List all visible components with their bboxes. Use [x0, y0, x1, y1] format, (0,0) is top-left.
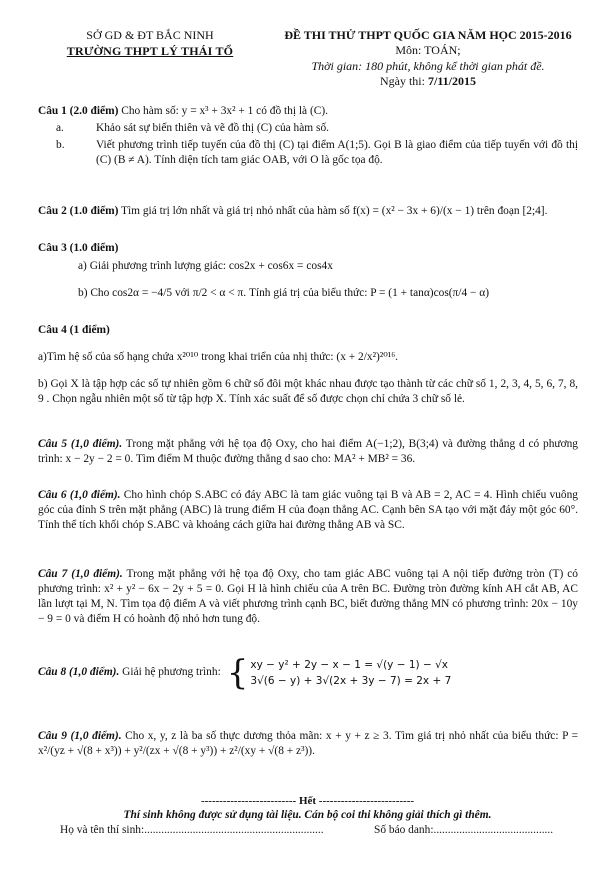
question-1: [38, 104, 578, 168]
question-1-stem: [38, 104, 578, 119]
exam-date: [268, 74, 588, 89]
system-equation-2: 3√(6 − y) + 3√(2x + 3y − 7) = 2x + 7: [250, 675, 452, 687]
question-3-part-a: a) Giải phương trình lượng giác: cos2x + cos6x = cos4x: [78, 260, 333, 273]
question-3-label: Câu 3 (1.0 điểm): [38, 242, 119, 254]
duration: Thời gian: 180 phút, không kể thời gian phát đề.: [311, 58, 545, 73]
question-1-label: Câu 1 (2.0 điểm): [38, 105, 119, 117]
question-2-label: Câu 2 (1.0 điểm): [38, 205, 119, 217]
question-6-text: Cho hình chóp S.ABC có đáy ABC là tam giác vuông tại B và AB = 2, AC = 4. Hình chiếu vuông góc của đỉnh S trên mặt phẳng (ABC) là trung điểm H của đoạn thẳng AC. Cạnh bên SA tạo với mặt đáy một góc 60°. Tính thể tích khối chóp S.ABC và khoảng cách giữa hai đường thẳng AB và SC.: [38, 489, 578, 532]
question-8-text: Giải hệ phương trình:: [119, 666, 221, 679]
equation-system: [226, 653, 452, 693]
school-name: TRƯỜNG THPT LÝ THÁI TỔ: [66, 43, 234, 58]
question-1-a-label: a.: [56, 122, 64, 135]
question-9-text: Cho x, y, z là ba số thực dương thỏa mãn: x + y + z ≥ 3. Tìm giá trị nhỏ nhất của biểu thức: P = x²/(yz + √(8 + x³)) + y²/(zx + √(8 + y³)) + z²/(xy + √(8 + z³)).: [38, 730, 578, 758]
question-5: [38, 437, 578, 467]
header-right: [268, 28, 588, 89]
question-5-text: Trong mặt phẳng với hệ tọa độ Oxy, cho hai điểm A(−1;2), B(3;4) và đường thẳng d có phương trình: x − 2y − 2 = 0. Tìm điểm M thuộc đường thẳng d sao cho: MA² + MB² = 36.: [38, 438, 578, 466]
question-9-label: Câu 9 (1,0 điểm).: [38, 730, 122, 742]
question-2-text: Tìm giá trị lớn nhất và giá trị nhỏ nhất của hàm số f(x) = (x² − 3x + 6)/(x − 1) trên đoạn [2;4].: [118, 205, 548, 217]
question-6: [38, 488, 578, 533]
question-1-part-a: [38, 121, 578, 136]
question-8-label: Câu 8 (1,0 điểm).: [38, 666, 120, 679]
exam-note: Thí sinh không được sử dụng tài liệu. Cán bộ coi thi không giải thích gì thêm.: [123, 809, 492, 821]
subject: Môn: TOÁN;: [395, 43, 461, 58]
candidate-id-field: Số báo danh:..........................................: [374, 824, 554, 836]
department-name: SỞ GD & ĐT BẮC NINH: [86, 28, 214, 42]
question-5-label: Câu 5 (1,0 điểm).: [38, 438, 123, 450]
exam-date-label: Ngày thi:: [379, 74, 428, 89]
question-6-label: Câu 6 (1,0 điểm).: [38, 489, 121, 501]
question-1-a-text: Khảo sát sự biến thiên và vẽ đồ thị (C) của hàm số.: [96, 122, 329, 135]
question-4-part-b: b) Gọi X là tập hợp các số tự nhiên gồm 6 chữ số đôi một khác nhau được tạo thành từ các chữ số 1, 2, 3, 4, 5, 6, 7, 8, 9 . Chọn ngẫu nhiên một số từ tập hợp X. Tính xác suất để số được chọn chỉ chứa 3 chữ số lẻ.: [38, 378, 578, 406]
question-1-b-label: b.: [56, 139, 65, 152]
question-3-part-b: b) Cho cos2α = −4/5 với π/2 < α < π. Tính giá trị của biểu thức: P = (1 + tanα)cos(π/4 − α): [78, 287, 490, 300]
question-2: [38, 204, 578, 219]
question-1-part-b: [38, 138, 578, 168]
question-7: [38, 567, 578, 627]
question-4: [38, 323, 578, 407]
system-equation-1: xy − y² + 2y − x − 1 = √(y − 1) − √x: [250, 658, 449, 671]
header-left: [40, 28, 260, 60]
exam-date-value: 7/11/2015: [427, 74, 476, 89]
question-7-label: Câu 7 (1,0 điểm).: [38, 568, 123, 580]
system-brace: {: [226, 653, 249, 693]
question-4-label: Câu 4 (1 điểm): [38, 324, 110, 336]
question-4-part-a: a)Tìm hệ số của số hạng chứa x²⁰¹⁰ trong khai triển của nhị thức: (x + 2/x²)²⁰¹⁶.: [38, 351, 399, 364]
question-1-text: Cho hàm số: y = x³ + 3x² + 1 có đồ thị là (C).: [118, 105, 328, 117]
question-1-b-text: Viết phương trình tiếp tuyến của đồ thị (C) tại điểm A(1;5). Gọi B là giao điểm của tiếp tuyến với đồ thị (C) (B ≠ A). Tính diện tích tam giác OAB, với O là gốc tọa độ.: [96, 139, 578, 167]
candidate-info: [60, 823, 560, 838]
exam-title: ĐỀ THI THỬ THPT QUỐC GIA NĂM HỌC 2015-2016: [284, 28, 572, 42]
question-8: [38, 653, 578, 693]
question-9: [38, 729, 578, 759]
question-7-text: Trong mặt phẳng với hệ tọa độ Oxy, cho tam giác ABC vuông tại A nội tiếp đường tròn (T) có phương trình: x² + y² − 6x − 2y + 5 = 0. Gọi H là hình chiếu của A trên BC. Đường tròn đường kính AH cắt AB, AC lần lượt tại M, N. Tìm tọa độ điểm A và viết phương trình cạnh BC, biết đường thẳng MN có phương trình: 20x − 10y − 9 = 0 và điểm H có hoành độ nhỏ hơn tung độ.: [38, 568, 578, 626]
question-3: [38, 241, 578, 301]
candidate-name-field: Họ và tên thí sinh:...............................................................: [60, 824, 324, 836]
end-marker: -------------------------- Hết --------------------------: [200, 795, 415, 807]
